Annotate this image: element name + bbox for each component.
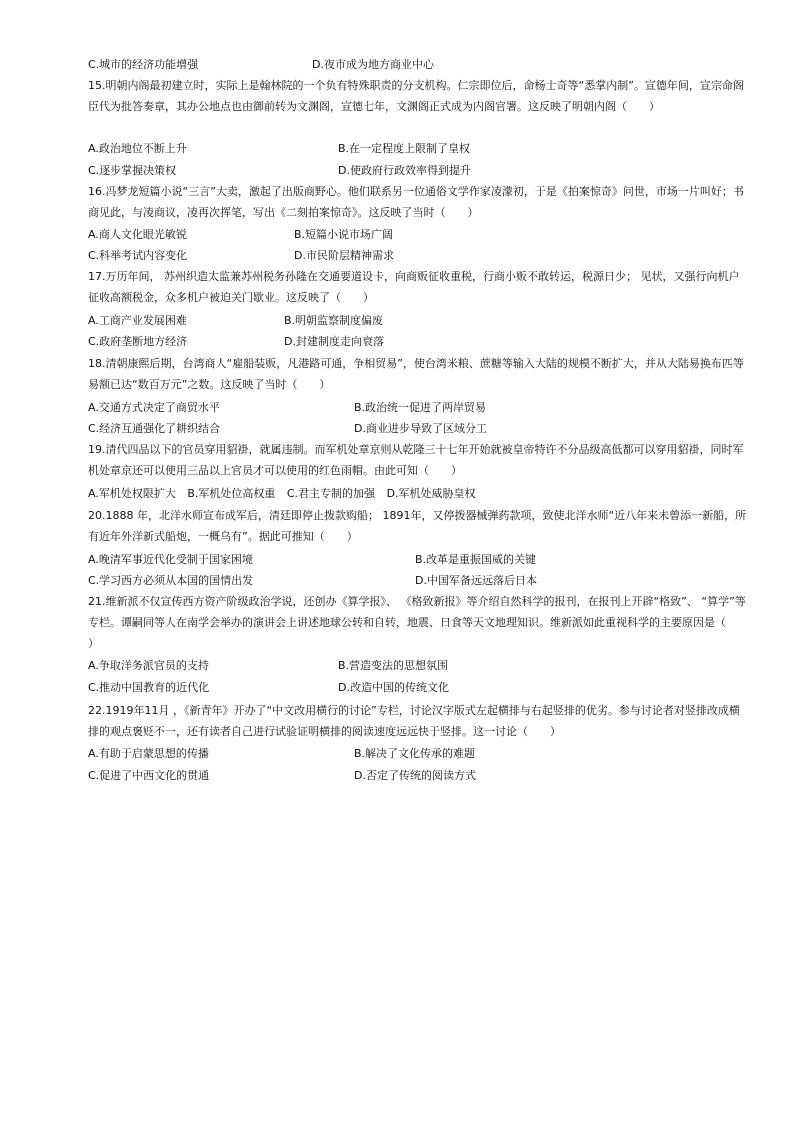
- q17-option-a[interactable]: A.工商产业发展困难: [88, 314, 187, 327]
- q15-option-a[interactable]: A.政治地位不断上升: [88, 142, 187, 155]
- q22-option-d[interactable]: D.否定了传统的阅读方式: [354, 769, 476, 782]
- q18-option-a[interactable]: A.交通方式决定了商贸水平: [88, 401, 220, 414]
- q21-option-c[interactable]: C.推动中国教育的近代化: [88, 681, 210, 694]
- q22-stem: 22.1919年11月 ，《新青年》开办了“中文改用横行的讨论”专栏，讨论汉字版式左起横排与右起竖排的优劣。参与讨论者对竖排改成横排的观点褒贬不一，还有读者自己进行试验证明横排的阅读速度远远快于竖排。这一讨论（ ）: [88, 704, 740, 738]
- q19-stem: 19.清代四品以下的官员穿用貂褂，就属违制。而军机处章京则从乾隆三十七年开始就被皇帝特许不分品级高低都可以穿用貂褂，同时军机处章京还可以使用三品以上官员才可以使用的红色雨帽。由此可知（ ）: [88, 443, 744, 477]
- q21-option-b[interactable]: B.营造变法的思想氛围: [338, 659, 449, 672]
- q20-stem: 20.1888 年，北洋水师宣布成军后，清廷即停止拨款购船； 1891年，又停拨器械弹药款项，致使北洋水师“近八年来未曾添一新船，所有近年外洋新式船炮，一概乌有”。据此可推知（ ）: [88, 509, 747, 543]
- q20-option-c[interactable]: C.学习西方必须从本国的国情出发: [88, 574, 254, 587]
- q14-option-c[interactable]: C.城市的经济功能增强: [88, 58, 199, 71]
- q15-option-d[interactable]: D.使政府行政效率得到提升: [338, 164, 471, 177]
- q21-stem: 21.维新派不仅宣传西方资产阶级政治学说，还创办《算学报》、 《格致新报》等介绍自然科学的报刊，在报刊上开辟“格致”、 “算学”等专栏。谭嗣同等人在南学会举办的演讲会上讲述地球公转和自转，地震、日食等天文地理知识。维新派如此重视科学的主要原因是（ ）: [88, 595, 748, 650]
- q17-stem: 17.万历年间， 苏州织造太监兼苏州税务孙隆在交通要道设卡，向商贩征收重税，行商小贩不敢转运，税源日少； 见状，又强行向机户征收高额税金，众多机户被迫关门歇业。这反映了（ ）: [88, 270, 740, 304]
- q18-option-b[interactable]: B.政治统一促进了两岸贸易: [354, 401, 487, 414]
- q19-option-b[interactable]: B.军机处位高权重: [187, 487, 276, 500]
- q22-option-c[interactable]: C.促进了中西文化的贯通: [88, 769, 210, 782]
- q18-option-d[interactable]: D.商业进步导致了区域分工: [354, 422, 487, 435]
- q20-option-d[interactable]: D.中国军备远远落后日本: [415, 574, 537, 587]
- q17-option-b[interactable]: B.明朝监察制度偏废: [284, 314, 384, 327]
- q21-option-a[interactable]: A.争取洋务派官员的支持: [88, 659, 209, 672]
- q21-option-d[interactable]: D.改造中国的传统文化: [338, 681, 449, 694]
- q19-options-row: [88, 483, 484, 504]
- q16-option-d[interactable]: D.市民阶层精神需求: [294, 249, 394, 262]
- q15-option-b[interactable]: B.在一定程度上限制了皇权: [338, 142, 471, 155]
- q19-option-d[interactable]: D.军机处威胁皇权: [386, 487, 476, 500]
- q16-stem: 16.冯梦龙短篇小说“三言”大卖，激起了出版商野心。他们联系另一位通俗文学作家凌濛初，于是《拍案惊奇》问世，市场一片叫好；书商见此，与凌商议，凌再次挥笔，写出《二刻拍案惊奇》。这反映了当时（ ）: [88, 185, 744, 219]
- q16-option-a[interactable]: A.商人文化眼光敏锐: [88, 228, 187, 241]
- q18-option-c[interactable]: C.经济互通强化了耕织结合: [88, 422, 221, 435]
- q14-option-d[interactable]: D.夜市成为地方商业中心: [312, 58, 434, 71]
- q16-option-b[interactable]: B.短篇小说市场广阔: [294, 228, 394, 241]
- q20-option-a[interactable]: A.晚清军事近代化受制于国家困境: [88, 553, 253, 566]
- q15-option-c[interactable]: C.逐步掌握决策权: [88, 164, 177, 177]
- q20-option-b[interactable]: B.改革是重振国威的关键: [415, 553, 537, 566]
- q16-option-c[interactable]: C.科举考试内容变化: [88, 249, 188, 262]
- q17-option-c[interactable]: C.政府垄断地方经济: [88, 335, 188, 348]
- q15-stem: 15.明朝内阁最初建立时，实际上是翰林院的一个负有特殊职责的分支机构。仁宗即位后，命杨士奇等“悉掌内制”。宣德年间，宣宗命阁臣代为批答奏章，其办公地点也由御前转为文渊阁，宣德七年，文渊阁正式成为内阁官署。这反映了明朝内阁（ ）: [88, 79, 744, 113]
- q22-option-b[interactable]: B.解决了文化传承的难题: [354, 747, 476, 760]
- q19-option-c[interactable]: C.君主专制的加强: [286, 487, 376, 500]
- q17-option-d[interactable]: D.封建制度走向衰落: [284, 335, 384, 348]
- q22-option-a[interactable]: A.有助于启蒙思想的传播: [88, 747, 209, 760]
- q19-option-a[interactable]: A.军机处权限扩大: [88, 487, 176, 500]
- q18-stem: 18.清朝康熙后期，台湾商人“雇船装贩，凡港路可通，争相贸易”，使台湾米粮、蔗糖等输入大陆的规模不断扩大，并从大陆易换布匹等易额已达“数百万元”之数。这反映了当时（ ）: [88, 357, 744, 391]
